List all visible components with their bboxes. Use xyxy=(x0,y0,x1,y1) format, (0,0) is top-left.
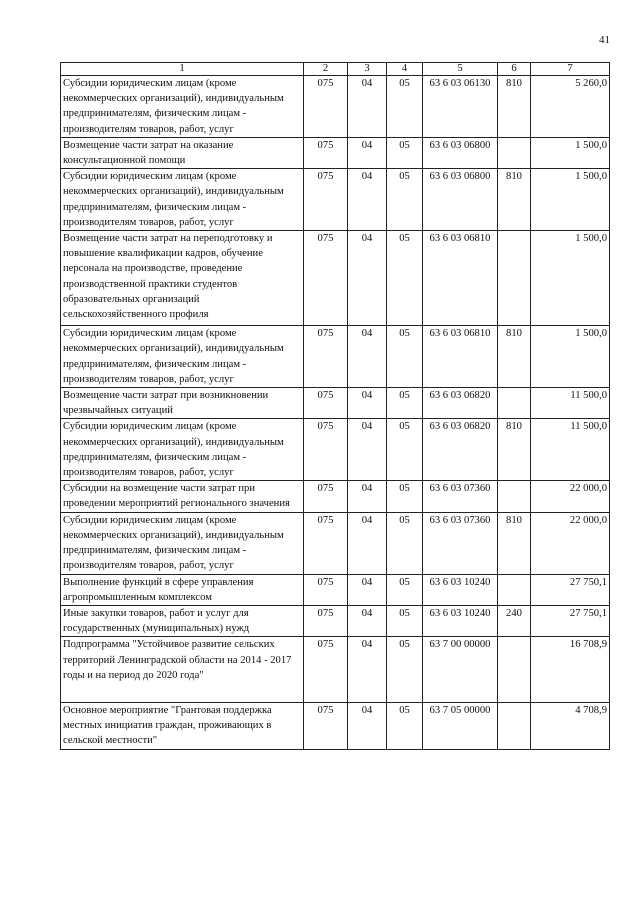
row-name-cell: Подпрограмма "Устойчивое развитие сельских территорий Ленинградской области на 2014 - 2017 годы и на период до 2020 года" xyxy=(61,637,304,703)
row-name-cell: Субсидии юридическим лицам (кроме некоммерческих организаций), индивидуальным предпринимателям, физическим лицам - производителям товаров, работ, услуг xyxy=(61,169,304,231)
row-name-cell: Субсидии на возмещение части затрат при проведении мероприятий регионального значения xyxy=(61,481,304,512)
header-cell-1: 1 xyxy=(61,63,304,76)
row-expense-type-cell: 240 xyxy=(498,605,531,636)
row-name-cell: Субсидии юридическим лицам (кроме некоммерческих организаций), индивидуальным предпринимателям, физическим лицам - производителям товаров, работ, услуг xyxy=(61,326,304,388)
row-subsection-code-cell: 05 xyxy=(387,481,423,512)
header-cell-3: 3 xyxy=(348,63,387,76)
row-ministry-code-cell: 075 xyxy=(304,388,348,419)
row-section-code-cell: 04 xyxy=(348,137,387,168)
row-ministry-code-cell: 075 xyxy=(304,231,348,326)
page-number: 41 xyxy=(599,34,610,46)
table-row xyxy=(61,419,610,481)
row-subsection-code-cell: 05 xyxy=(387,326,423,388)
row-expense-type-cell xyxy=(498,231,531,326)
row-target-article-cell: 63 6 03 06800 xyxy=(423,137,498,168)
row-subsection-code-cell: 05 xyxy=(387,419,423,481)
row-section-code-cell: 04 xyxy=(348,574,387,605)
table-row xyxy=(61,574,610,605)
row-amount-cell: 27 750,1 xyxy=(531,605,610,636)
row-name-cell: Основное мероприятие "Грантовая поддержка местных инициатив граждан, проживающих в сельской местности" xyxy=(61,702,304,749)
row-subsection-code-cell: 05 xyxy=(387,76,423,138)
header-cell-5: 5 xyxy=(423,63,498,76)
row-ministry-code-cell: 075 xyxy=(304,76,348,138)
table-row xyxy=(61,388,610,419)
row-expense-type-cell xyxy=(498,481,531,512)
row-amount-cell: 5 260,0 xyxy=(531,76,610,138)
table-row xyxy=(61,637,610,703)
row-target-article-cell: 63 6 03 10240 xyxy=(423,605,498,636)
row-amount-cell: 22 000,0 xyxy=(531,512,610,574)
row-ministry-code-cell: 075 xyxy=(304,605,348,636)
row-target-article-cell: 63 6 03 06820 xyxy=(423,419,498,481)
row-section-code-cell: 04 xyxy=(348,605,387,636)
row-section-code-cell: 04 xyxy=(348,76,387,138)
table-row xyxy=(61,605,610,636)
row-amount-cell: 11 500,0 xyxy=(531,419,610,481)
row-name-cell: Субсидии юридическим лицам (кроме некоммерческих организаций), индивидуальным предпринимателям, физическим лицам - производителям товаров, работ, услуг xyxy=(61,419,304,481)
row-section-code-cell: 04 xyxy=(348,512,387,574)
table-row xyxy=(61,326,610,388)
row-ministry-code-cell: 075 xyxy=(304,481,348,512)
row-ministry-code-cell: 075 xyxy=(304,637,348,703)
table-row xyxy=(61,137,610,168)
row-name-cell: Иные закупки товаров, работ и услуг для государственных (муниципальных) нужд xyxy=(61,605,304,636)
row-target-article-cell: 63 6 03 06130 xyxy=(423,76,498,138)
row-section-code-cell: 04 xyxy=(348,419,387,481)
row-expense-type-cell xyxy=(498,137,531,168)
row-subsection-code-cell: 05 xyxy=(387,388,423,419)
row-subsection-code-cell: 05 xyxy=(387,512,423,574)
row-target-article-cell: 63 6 03 06800 xyxy=(423,169,498,231)
row-target-article-cell: 63 7 00 00000 xyxy=(423,637,498,703)
row-target-article-cell: 63 6 03 07360 xyxy=(423,481,498,512)
row-section-code-cell: 04 xyxy=(348,481,387,512)
row-target-article-cell: 63 6 03 10240 xyxy=(423,574,498,605)
row-subsection-code-cell: 05 xyxy=(387,702,423,749)
row-ministry-code-cell: 075 xyxy=(304,419,348,481)
row-expense-type-cell xyxy=(498,637,531,703)
row-amount-cell: 11 500,0 xyxy=(531,388,610,419)
row-expense-type-cell: 810 xyxy=(498,76,531,138)
header-cell-7: 7 xyxy=(531,63,610,76)
row-expense-type-cell xyxy=(498,702,531,749)
row-target-article-cell: 63 6 03 06820 xyxy=(423,388,498,419)
row-subsection-code-cell: 05 xyxy=(387,605,423,636)
row-expense-type-cell xyxy=(498,388,531,419)
row-subsection-code-cell: 05 xyxy=(387,231,423,326)
table-row xyxy=(61,481,610,512)
row-ministry-code-cell: 075 xyxy=(304,137,348,168)
row-section-code-cell: 04 xyxy=(348,326,387,388)
row-target-article-cell: 63 7 05 00000 xyxy=(423,702,498,749)
row-name-cell: Возмещение части затрат на оказание консультационной помощи xyxy=(61,137,304,168)
row-expense-type-cell: 810 xyxy=(498,512,531,574)
row-section-code-cell: 04 xyxy=(348,388,387,419)
row-target-article-cell: 63 6 03 07360 xyxy=(423,512,498,574)
table-row xyxy=(61,169,610,231)
row-section-code-cell: 04 xyxy=(348,169,387,231)
table-row xyxy=(61,702,610,749)
header-cell-4: 4 xyxy=(387,63,423,76)
row-ministry-code-cell: 075 xyxy=(304,512,348,574)
row-ministry-code-cell: 075 xyxy=(304,326,348,388)
header-cell-2: 2 xyxy=(304,63,348,76)
row-target-article-cell: 63 6 03 06810 xyxy=(423,326,498,388)
table-row xyxy=(61,231,610,326)
row-expense-type-cell xyxy=(498,574,531,605)
table-row xyxy=(61,512,610,574)
row-target-article-cell: 63 6 03 06810 xyxy=(423,231,498,326)
row-subsection-code-cell: 05 xyxy=(387,574,423,605)
row-name-cell: Возмещение части затрат на переподготовку и повышение квалификации кадров, обучение персонала на производстве, проведение производственной практики студентов образовательных организаций сельскохозяйственного профиля xyxy=(61,231,304,326)
row-expense-type-cell: 810 xyxy=(498,419,531,481)
row-amount-cell: 4 708,9 xyxy=(531,702,610,749)
row-subsection-code-cell: 05 xyxy=(387,169,423,231)
row-name-cell: Субсидии юридическим лицам (кроме некоммерческих организаций), индивидуальным предпринимателям, физическим лицам - производителям товаров, работ, услуг xyxy=(61,512,304,574)
row-subsection-code-cell: 05 xyxy=(387,137,423,168)
row-section-code-cell: 04 xyxy=(348,702,387,749)
row-amount-cell: 22 000,0 xyxy=(531,481,610,512)
row-name-cell: Выполнение функций в сфере управления агропромышленным комплексом xyxy=(61,574,304,605)
row-amount-cell: 1 500,0 xyxy=(531,326,610,388)
row-amount-cell: 16 708,9 xyxy=(531,637,610,703)
row-amount-cell: 1 500,0 xyxy=(531,137,610,168)
row-amount-cell: 1 500,0 xyxy=(531,169,610,231)
row-ministry-code-cell: 075 xyxy=(304,169,348,231)
row-expense-type-cell: 810 xyxy=(498,326,531,388)
row-name-cell: Возмещение части затрат при возникновении чрезвычайных ситуаций xyxy=(61,388,304,419)
header-row xyxy=(61,63,610,76)
row-expense-type-cell: 810 xyxy=(498,169,531,231)
row-subsection-code-cell: 05 xyxy=(387,637,423,703)
table-row xyxy=(61,76,610,138)
header-cell-6: 6 xyxy=(498,63,531,76)
row-name-cell: Субсидии юридическим лицам (кроме некоммерческих организаций), индивидуальным предпринимателям, физическим лицам - производителям товаров, работ, услуг xyxy=(61,76,304,138)
row-amount-cell: 27 750,1 xyxy=(531,574,610,605)
row-amount-cell: 1 500,0 xyxy=(531,231,610,326)
budget-table xyxy=(60,62,610,750)
row-ministry-code-cell: 075 xyxy=(304,702,348,749)
row-section-code-cell: 04 xyxy=(348,637,387,703)
row-section-code-cell: 04 xyxy=(348,231,387,326)
row-ministry-code-cell: 075 xyxy=(304,574,348,605)
